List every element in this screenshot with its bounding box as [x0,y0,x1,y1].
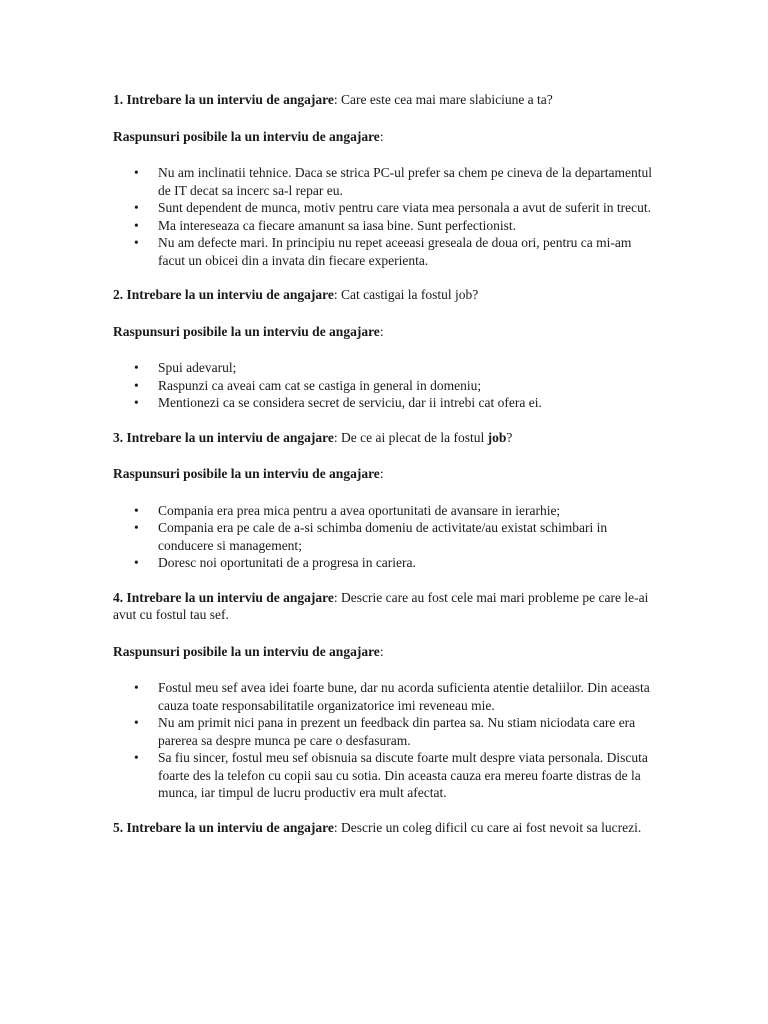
bullet-icon: • [134,680,139,695]
list-item [134,199,661,217]
list-item [134,217,661,235]
question-text: De ce ai plecat de la fostul [341,429,488,445]
question-number: 3. [113,429,127,445]
answers-heading [113,128,661,146]
question-number: 5. [113,819,127,835]
question-colon: : [333,92,342,107]
question-1 [113,91,661,109]
answers-list [113,502,661,572]
answer-text: Sunt dependent de munca, motiv pentru care viata mea personala a avut de suferit in trecut. [158,200,651,215]
answer-text: Sa fiu sincer, fostul meu sef obisnuia sa discute foarte mult despre viata personala. Discuta foarte des la telefon cu copii sau cu sotia. Din aceasta cauza era mereu foarte distras de la munca, iar timpul de lucru productiv era mult afectat. [158,750,648,800]
question-end: ? [506,429,513,445]
answers-heading-colon: : [379,323,384,339]
bullet-icon: • [134,555,139,570]
list-item [134,359,661,377]
bullet-icon: • [134,520,139,535]
question-bold-word: job [487,429,507,445]
question-4 [113,589,661,624]
question-lead: Intrebare la un interviu de angajare [126,589,334,605]
list-item [134,377,661,395]
list-item [134,554,661,572]
question-lead: Intrebare la un interviu de angajare [126,429,334,445]
bullet-icon: • [134,715,139,730]
list-item [134,679,661,714]
question-3 [113,429,661,447]
bullet-icon: • [134,235,139,250]
list-item [134,234,661,269]
answer-text: Mentionezi ca se considera secret de serviciu, dar ii intrebi cat ofera ei. [158,395,542,410]
list-item [134,714,661,749]
question-text: Descrie care au fost cele mai mari probleme pe care le-ai avut cu fostul tau sef. [113,589,649,622]
answers-heading-colon: : [379,643,384,659]
answer-text: Spui adevarul; [158,360,237,375]
question-number: 2. [113,287,127,302]
question-colon: : [333,589,342,605]
question-number: 1. [113,92,127,107]
question-text: Cat castigai la fostul job? [341,287,479,302]
answer-text: Nu am inclinatii tehnice. Daca se strica PC-ul prefer sa chem pe cineva de la departamentul de IT decat sa incerc sa-l repar eu. [158,165,653,198]
bullet-icon: • [134,200,139,215]
bullet-icon: • [134,217,139,233]
answers-list [113,679,661,802]
bullet-icon: • [134,502,139,518]
bullet-icon: • [134,395,139,410]
answer-text: Compania era prea mica pentru a avea oportunitati de avansare in ierarhie; [158,502,561,518]
answer-text: Nu am primit nici pana in prezent un feedback din partea sa. Nu stiam niciodata care era parerea sa despre munca pe care o desfasuram. [158,715,636,748]
bullet-icon: • [134,377,139,393]
bullet-icon: • [134,165,139,180]
answer-text: Ma intereseaza ca fiecare amanunt sa iasa bine. Sunt perfectionist. [158,217,516,233]
list-item [134,749,661,802]
question-5 [113,819,661,837]
question-colon: : [333,429,342,445]
answer-text: Fostul meu sef avea idei foarte bune, dar nu acorda suficienta atentie detaliilor. Din aceasta cauza toate responsabilitatile organizatorice imi reveneau mie. [158,680,650,713]
answer-text: Compania era pe cale de a-si schimba domeniu de activitate/au existat schimbari in conducere si management; [158,520,608,553]
answers-list [113,164,661,269]
answers-heading [113,643,661,661]
answers-heading-text: Raspunsuri posibile la un interviu de angajare [113,466,380,481]
question-text: Care este cea mai mare slabiciune a ta? [341,92,553,107]
question-colon: : [333,287,342,302]
question-colon: : [333,819,342,835]
question-lead: Intrebare la un interviu de angajare [126,92,334,107]
question-lead: Intrebare la un interviu de angajare [126,819,334,835]
answer-text: Raspunzi ca aveai cam cat se castiga in general in domeniu; [158,377,482,393]
question-lead: Intrebare la un interviu de angajare [126,287,334,302]
answers-heading [113,323,661,341]
answers-heading [113,465,661,483]
question-number: 4. [113,589,127,605]
bullet-icon: • [134,360,139,375]
question-text: Descrie un coleg dificil cu care ai fost nevoit sa lucrezi. [341,819,642,835]
list-item [134,519,661,554]
answer-text: Doresc noi oportunitati de a progresa in cariera. [158,555,416,570]
answers-heading-text: Raspunsuri posibile la un interviu de angajare [113,643,380,659]
list-item [134,502,661,520]
answer-text: Nu am defecte mari. In principiu nu repet aceeasi greseala de doua ori, pentru ca mi-am facut un obicei din a invata din fiecare experienta. [158,235,632,268]
document-body [113,91,661,855]
answers-heading-text: Raspunsuri posibile la un interviu de angajare [113,323,380,339]
answers-heading-colon: : [379,128,384,144]
list-item [134,394,661,412]
answers-heading-colon: : [379,466,384,481]
question-2 [113,286,661,304]
answers-list [113,359,661,412]
list-item [134,164,661,199]
answers-heading-text: Raspunsuri posibile la un interviu de angajare [113,128,380,144]
bullet-icon: • [134,750,139,765]
